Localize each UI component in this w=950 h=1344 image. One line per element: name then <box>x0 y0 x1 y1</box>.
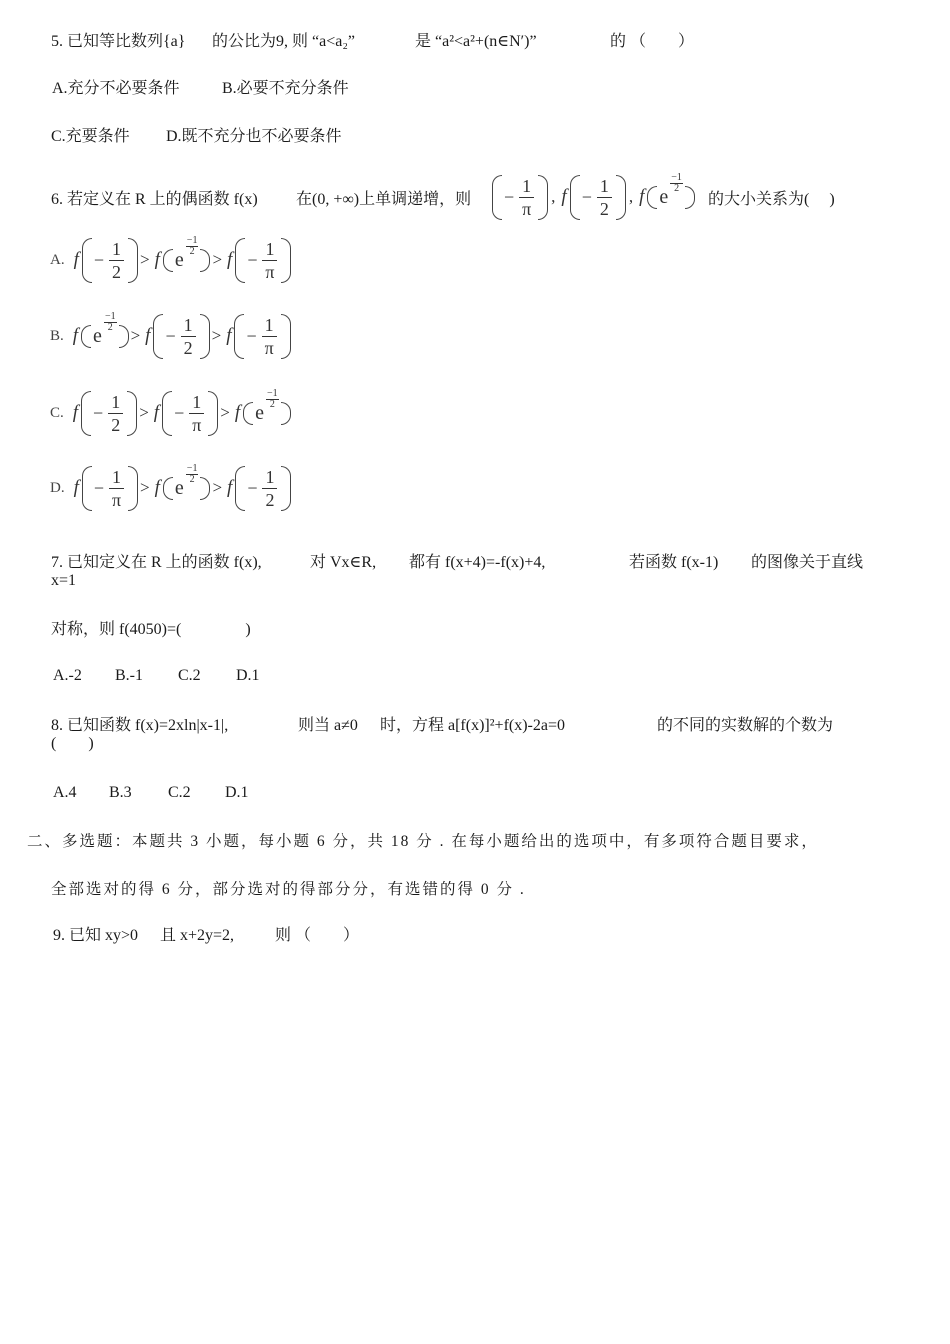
q8-stem-b: 则当 a≠0 <box>298 717 358 734</box>
q6-option-a: A. f − $\frac{1}{2}$ > f e −1 2 > f − $\frac{1}{\pi}$ <box>50 232 291 288</box>
q9-stem-b: 且 x+2y=2, <box>160 927 235 944</box>
q5-option-b: B.必要不充分条件 <box>222 80 349 97</box>
q8-stem-c: 时，方程 a[f(x)]²+f(x)-2a=0 <box>380 717 566 734</box>
q7-stem-b: 对 Vx∈R, <box>310 554 377 571</box>
q5-stem-d: 的 （ ） <box>610 33 695 50</box>
q5-stem-b: 的公比为9, 则 “a<a₂” <box>212 33 356 50</box>
section2-line2: 全部选对的得 6 分，部分选对的得部分分，有选错的得 0 分 . <box>51 881 526 898</box>
q6-stem-c: 的大小关系为( ) <box>708 191 835 208</box>
q7-stem-g: 对称，则 f(4050)=( ) <box>51 621 251 638</box>
q9-stem-a: 9. 已知 xy>0 <box>53 927 139 944</box>
q9-stem-c: 则 （ ） <box>275 927 360 944</box>
q6-stem-b: 在(0, +∞)上单调递增，则 <box>296 191 472 208</box>
q6-option-c: C. f − $\frac{1}{2}$ > f − $\frac{1}{\pi}$ > f e −1 2 <box>50 385 291 441</box>
q8-option-d: D.1 <box>225 784 249 801</box>
q7-stem-c: 都有 f(x+4)=-f(x)+4, <box>409 554 546 571</box>
q6-stem-a: 6. 若定义在 R 上的偶函数 f(x) <box>51 191 258 208</box>
q8-option-b: B.3 <box>109 784 132 801</box>
q7-stem-e: 的图像关于直线 <box>751 554 864 571</box>
q6-option-d: D. f − $\frac{1}{\pi}$ > f e −1 2 > f − $\frac{1}{2}$ <box>50 460 291 516</box>
q8-stem-e: ( ) <box>51 735 94 752</box>
q8-stem-a: 8. 已知函数 f(x)=2xln|x-1|, <box>51 717 229 734</box>
section2-line1: 二、多选题：本题共 3 小题，每小题 6 分，共 18 分 . 在每小题给出的选项中，有多项符合题目要求， <box>27 833 819 850</box>
q5-option-c: C.充要条件 <box>51 128 130 145</box>
q7-stem-d: 若函数 f(x-1) <box>629 554 719 571</box>
q5-option-d: D.既不充分也不必要条件 <box>166 128 342 145</box>
q6-option-b: B. f e −1 2 > f − $\frac{1}{2}$ > f − $\frac{1}{\pi}$ <box>50 308 291 364</box>
q8-stem-d: 的不同的实数解的个数为 <box>657 717 834 734</box>
q7-option-a: A.-2 <box>53 667 82 684</box>
q8-option-a: A.4 <box>53 784 77 801</box>
q6-stem-formula: − $\frac{1}{\pi}$ , f − $\frac{1}{2}$ , f e −1 2 <box>492 170 695 224</box>
q5-stem-a: 5. 已知等比数列{a} <box>51 33 186 50</box>
q7-option-b: B.-1 <box>115 667 143 684</box>
q7-stem-f: x=1 <box>51 572 77 589</box>
q8-option-c: C.2 <box>168 784 191 801</box>
q7-option-d: D.1 <box>236 667 260 684</box>
q5-option-a: A.充分不必要条件 <box>52 80 180 97</box>
q7-stem-a: 7. 已知定义在 R 上的函数 f(x), <box>51 554 262 571</box>
q7-option-c: C.2 <box>178 667 201 684</box>
q5-stem-c: 是 “a²<a²+(n∈N′)” <box>415 33 537 50</box>
